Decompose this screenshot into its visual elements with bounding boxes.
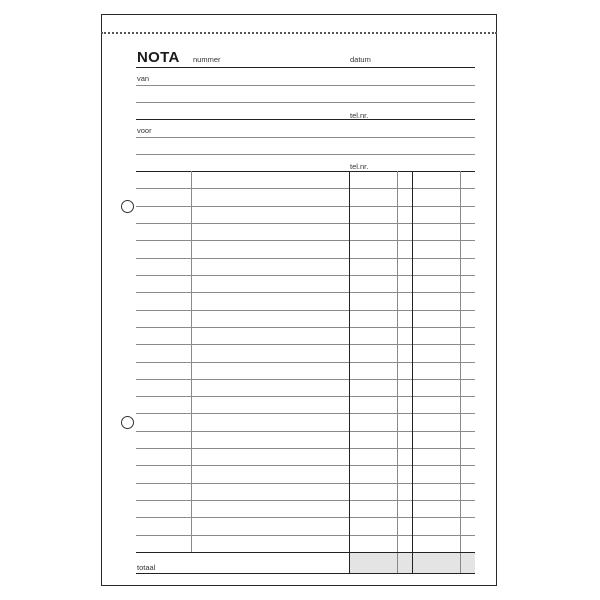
from-line-2 <box>136 102 475 103</box>
column-divider-amount-cents <box>460 171 461 573</box>
table-row-line <box>136 240 475 241</box>
total-rule <box>136 552 475 553</box>
table-row-line <box>136 500 475 501</box>
table-row-line <box>136 327 475 328</box>
table-row-line <box>136 275 475 276</box>
perforation-line <box>101 32 497 34</box>
table-row-line <box>136 535 475 536</box>
form-title: NOTA <box>137 49 180 66</box>
table-row-line <box>136 310 475 311</box>
to-line-2 <box>136 154 475 155</box>
from-line-1 <box>136 85 475 86</box>
form-bottom-rule <box>136 573 475 574</box>
table-row-line <box>136 465 475 466</box>
column-divider-price <box>349 171 350 573</box>
to-phone-label: tel.nr. <box>350 162 369 171</box>
table-row-line <box>136 362 475 363</box>
total-label: totaal <box>137 563 156 572</box>
table-row-line <box>136 483 475 484</box>
column-divider-qty <box>191 171 192 553</box>
to-label: voor <box>137 126 152 135</box>
binder-hole-top <box>121 200 134 213</box>
table-top-rule <box>136 171 475 172</box>
table-row-line <box>136 292 475 293</box>
number-label: nummer <box>193 55 221 64</box>
table-row-line <box>136 379 475 380</box>
to-line-1 <box>136 137 475 138</box>
table-row-line <box>136 396 475 397</box>
binder-hole-bottom <box>121 416 134 429</box>
header-rule <box>136 67 475 68</box>
table-row-line <box>136 413 475 414</box>
table-row-line <box>136 344 475 345</box>
table-row-line <box>136 206 475 207</box>
table-row-line <box>136 258 475 259</box>
column-divider-price-cents <box>397 171 398 573</box>
table-row-line <box>136 448 475 449</box>
table-row-line <box>136 223 475 224</box>
date-label: datum <box>350 55 371 64</box>
column-divider-amount <box>412 171 413 573</box>
from-label: van <box>137 74 150 83</box>
table-row-line <box>136 431 475 432</box>
from-phone-label: tel.nr. <box>350 111 369 120</box>
table-row-line <box>136 517 475 518</box>
table-row-line <box>136 188 475 189</box>
from-block-rule <box>136 119 475 120</box>
